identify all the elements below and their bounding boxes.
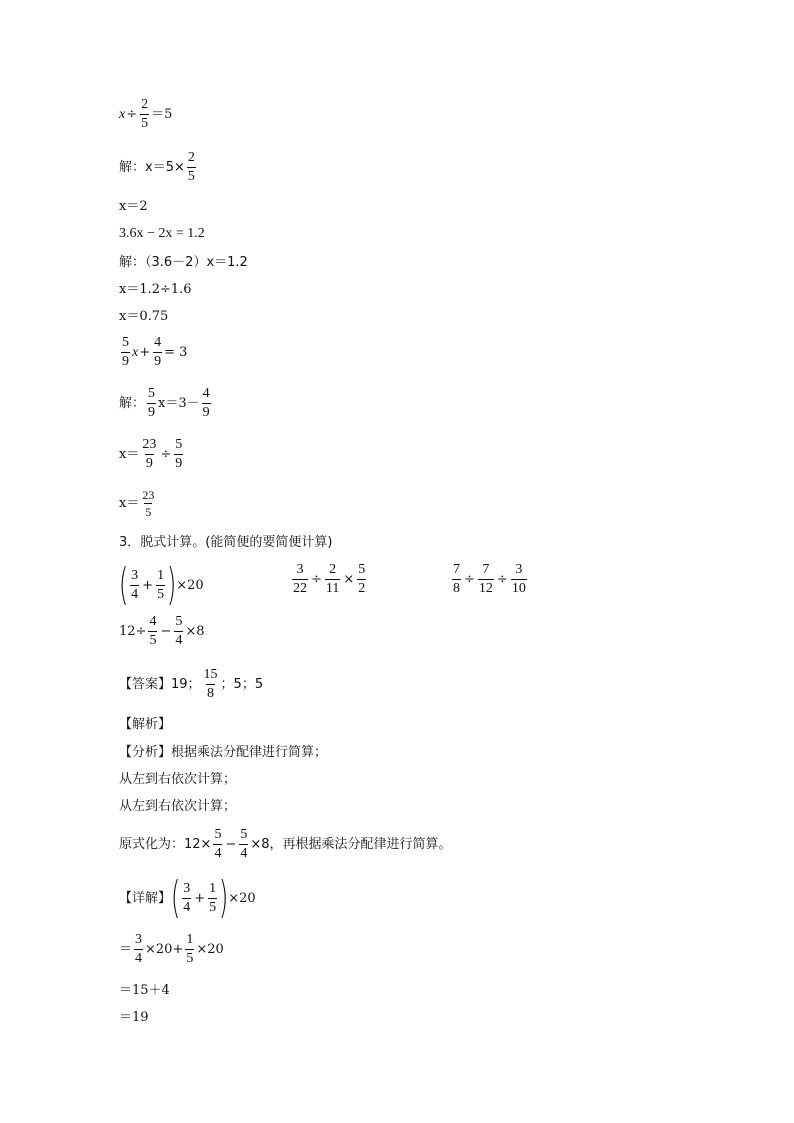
fraction: 23 5 [142, 488, 155, 519]
operator: + [139, 345, 151, 360]
fraction: $\frac{1}{5}$ [186, 932, 194, 966]
equation-3-step1 [119, 387, 213, 420]
problem-3 [450, 563, 529, 596]
equation-3-step2 [119, 438, 185, 471]
fraction: $\frac{23}{9}$ [142, 437, 157, 471]
left-paren: ( [118, 559, 129, 610]
expr-tail: ×20 [176, 577, 204, 593]
heading-text: 【解析】 [119, 717, 172, 732]
fraction: $\frac{5}{4}$ [175, 614, 183, 648]
fraction: $\frac{1}{5}$ [157, 567, 165, 602]
operator: − [225, 837, 237, 852]
fraction: $\frac{5}{4}$ [240, 827, 248, 861]
analysis-heading [119, 718, 171, 731]
equals-sign: ＝ [119, 942, 133, 957]
step-text: ＝15＋4 [119, 983, 170, 998]
answer-text: x＝2 [119, 199, 148, 214]
operator: ÷ [464, 572, 475, 587]
answer-label: 【答案】19； [119, 677, 201, 692]
operator: ÷ [160, 447, 172, 462]
expr-mid: ×20+ [145, 942, 184, 957]
solution-prefix: 解： [119, 396, 146, 411]
problem-4 [119, 615, 205, 648]
detail-label: 【详解】 [119, 890, 172, 906]
solution-prefix: x＝ [119, 447, 140, 462]
fraction: $\frac{3}{10}$ [511, 562, 526, 596]
analysis-line-4 [119, 828, 452, 861]
analysis-line-2 [119, 773, 236, 786]
equation-2 [119, 227, 205, 241]
analysis-text: ×8，再根据乘法分配律进行简算。 [250, 837, 452, 852]
solution-text: x＝1.2÷1.6 [119, 282, 192, 297]
fraction: 3 4 [183, 880, 191, 915]
equation-rhs: ＝5 [151, 107, 173, 122]
solution-text: x＝3－ [158, 396, 200, 411]
expr-tail: ×20 [196, 942, 224, 957]
right-paren: ) [166, 559, 177, 610]
solution-text: x＝0.75 [119, 309, 169, 324]
operator: ÷ [126, 107, 138, 122]
analysis-line-3 [119, 800, 236, 813]
operator: + [142, 577, 154, 593]
analysis-text: 原式化为：12× [119, 837, 212, 852]
question-3-title [119, 536, 332, 549]
answer-line [119, 668, 263, 701]
question-title: 3．脱式计算。(能简便的要简便计算) [119, 535, 333, 550]
equation-1-step [119, 151, 198, 184]
fraction: 5 9 [148, 386, 156, 420]
answer-values: ；5；5 [220, 677, 264, 692]
operator: − [160, 624, 172, 639]
equation-3 [119, 336, 187, 369]
operator: × [343, 572, 355, 587]
fraction: $\frac{5}{2}$ [358, 562, 366, 596]
equation-text: 3.6x − 2x = 1.2 [119, 226, 205, 241]
equation-2-step3 [119, 310, 168, 323]
fraction: $\frac{3}{4}$ [135, 932, 143, 966]
equation-1 [119, 98, 172, 131]
operator: ÷ [496, 572, 508, 587]
fraction: $\frac{2}{5}$ [141, 97, 149, 131]
solution-prefix: x＝ [119, 496, 140, 511]
analysis-text: 从左到右依次计算； [119, 799, 237, 814]
fraction: 15 8 [203, 667, 218, 701]
detail-step-3 [119, 1011, 149, 1024]
left-paren: ( [170, 872, 181, 923]
var-x: x [132, 344, 139, 360]
operator: ÷ [311, 572, 322, 587]
right-paren: ) [218, 872, 229, 923]
solution-text: 解：x＝5× [119, 160, 185, 175]
expr-tail: ×8 [185, 624, 205, 639]
step-text: ＝19 [119, 1010, 149, 1025]
fraction: $\frac{7}{12}$ [478, 562, 493, 596]
fraction: $\frac{2}{5}$ [187, 150, 195, 184]
detail-line [119, 872, 256, 923]
fraction: $\frac{3}{22}$ [293, 562, 307, 596]
fraction: $\frac{5}{9}$ [175, 437, 183, 471]
operator: + [194, 890, 206, 906]
fraction: $\frac{4}{5}$ [149, 614, 157, 648]
problem-2 [290, 563, 368, 596]
problem-1 [118, 559, 204, 610]
equation-2-step2 [119, 283, 192, 296]
var-x: x [119, 106, 126, 122]
equation-1-answer [119, 200, 148, 213]
fraction: 4 9 [202, 386, 210, 420]
equation-2-step1 [119, 256, 248, 269]
fraction: 3 4 [131, 567, 139, 602]
expr-tail: ×20 [228, 890, 256, 906]
fraction: $\frac{1}{5}$ [209, 880, 217, 915]
analysis-text: 从左到右依次计算； [119, 772, 237, 787]
analysis-line-1 [119, 746, 327, 759]
equation-3-step3 [119, 489, 157, 518]
fraction: 5 9 [122, 335, 129, 369]
detail-step-1 [119, 933, 224, 966]
fraction: $\frac{2}{11}$ [325, 562, 340, 596]
equation-rhs: = 3 [164, 345, 188, 360]
fraction: $\frac{7}{8}$ [453, 562, 460, 596]
solution-text: 解：（3.6－2）x＝1.2 [119, 255, 248, 270]
detail-step-2 [119, 984, 170, 997]
fraction: $\frac{4}{9}$ [154, 335, 162, 369]
analysis-text: 【分析】根据乘法分配律进行简算； [119, 745, 328, 760]
expr-prefix: 12÷ [119, 624, 147, 639]
fraction: $\frac{5}{4}$ [214, 827, 222, 861]
